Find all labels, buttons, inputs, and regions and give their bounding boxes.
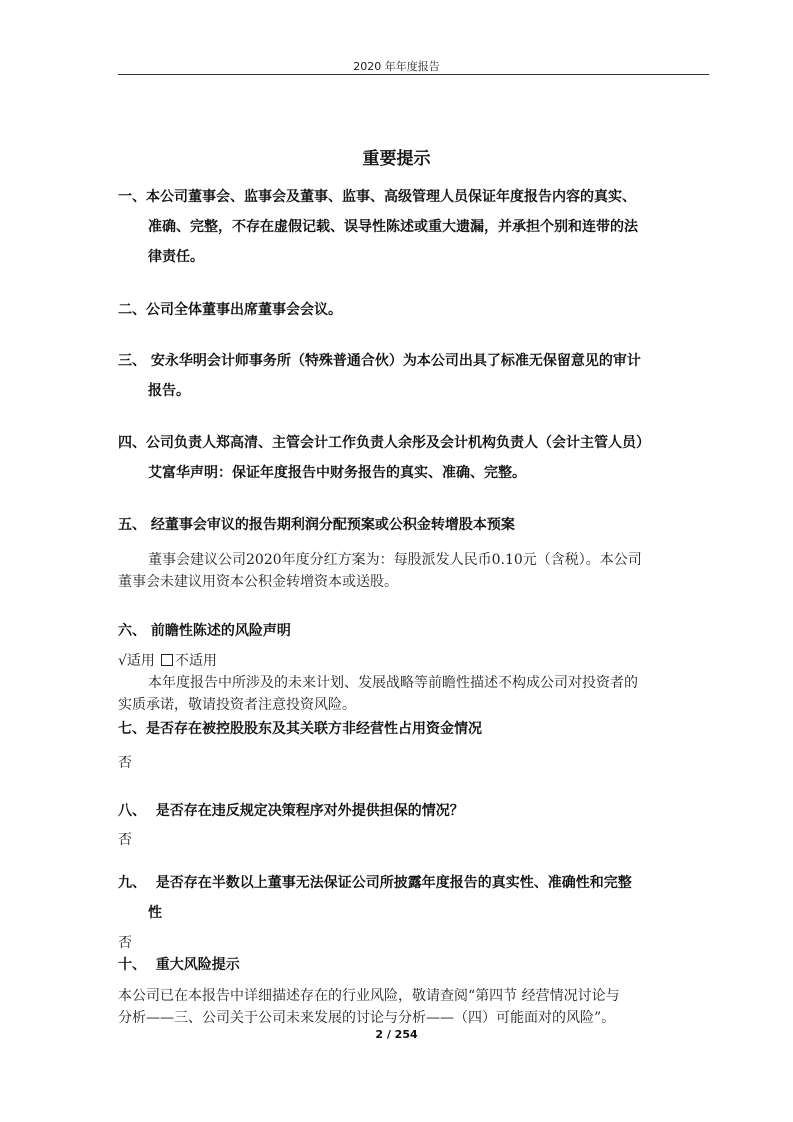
notice-item-2 xyxy=(118,295,714,325)
item-text: 重大风险提示 xyxy=(146,957,240,973)
item-8-answer: 否 xyxy=(118,832,132,848)
running-header: 2020 年年度报告 xyxy=(353,60,440,73)
body-text: 分析——三、公司关于公司未来发展的讨论与分析——（四）可能面对的风险”。 xyxy=(118,1010,616,1026)
item-number: 七、 xyxy=(118,721,146,737)
item-text: 是否存在被控股股东及其关联方非经营性占用资金情况 xyxy=(146,721,482,737)
item-text: 是否存在半数以上董事无法保证公司所披露年度报告的真实性、准确性和完整 xyxy=(146,875,632,891)
notice-item-4 xyxy=(118,428,714,488)
item-number: 八、 xyxy=(118,803,146,819)
item-text: 公司全体董事出席董事会会议。 xyxy=(146,302,342,318)
item-number: 三、 xyxy=(118,353,146,369)
notice-item-3 xyxy=(118,346,714,406)
item-text: 本公司董事会、监事会及董事、监事、高级管理人员保证年度报告内容的真实、 xyxy=(146,189,636,205)
notice-item-9 xyxy=(118,868,714,928)
body-text: 本年度报告中所涉及的未来计划、发展战略等前瞻性描述不构成公司对投资者的 xyxy=(148,675,638,691)
notice-item-7 xyxy=(118,714,714,744)
item-number: 九、 xyxy=(118,875,146,891)
notice-item-8 xyxy=(118,796,714,826)
page-title: 重要提示 xyxy=(362,149,431,169)
item-number: 十、 xyxy=(118,957,146,973)
item-text: 性 xyxy=(148,905,162,921)
body-text: 实质承诺，敬请投资者注意投资风险。 xyxy=(118,697,356,713)
item-number: 二、 xyxy=(118,302,146,318)
notice-item-10 xyxy=(118,950,714,980)
item-number: 六、 xyxy=(118,623,146,639)
item-text: 律责任。 xyxy=(148,249,204,265)
item-number: 五、 xyxy=(118,517,146,533)
checkbox-icon xyxy=(161,654,173,666)
header-divider xyxy=(118,74,709,75)
body-text: 本公司已在本报告中详细描述存在的行业风险，敬请查阅“第四节 经营情况讨论与 xyxy=(118,988,620,1004)
item-text: 经董事会审议的报告期利润分配预案或公积金转增股本预案 xyxy=(146,517,515,533)
item-5-body xyxy=(118,549,710,593)
applicability-options xyxy=(118,650,710,672)
item-text: 艾富华声明：保证年度报告中财务报告的真实、准确、完整。 xyxy=(148,465,526,481)
notice-item-6 xyxy=(118,616,714,646)
notice-item-1 xyxy=(118,182,714,272)
page-number: 2 / 254 xyxy=(375,1028,418,1041)
item-number: 一、 xyxy=(118,189,146,205)
body-text: 董事会建议公司2020年度分红方案为：每股派发人民币0.10元（含税）。本公司 xyxy=(148,552,642,568)
item-7-answer: 否 xyxy=(118,755,132,771)
item-10-body xyxy=(118,985,710,1029)
item-text: 前瞻性陈述的风险声明 xyxy=(146,623,291,639)
item-text: 是否存在违反规定决策程序对外提供担保的情况？ xyxy=(146,803,464,819)
body-text: 董事会未建议用资本公积金转增资本或送股。 xyxy=(118,574,398,590)
item-6-body xyxy=(118,650,710,716)
item-text: 报告。 xyxy=(148,383,190,399)
item-text: 公司负责人郑高清、主管会计工作负责人余彤及会计机构负责人（会计主管人员） xyxy=(146,435,650,451)
item-text: 安永华明会计师事务所（特殊普通合伙）为本公司出具了标准无保留意见的审计 xyxy=(146,353,641,369)
notice-item-5 xyxy=(118,510,714,540)
item-9-answer: 否 xyxy=(118,935,132,951)
applicable-option: √适用 xyxy=(118,653,155,669)
item-number: 四、 xyxy=(118,435,146,451)
item-text: 准确、完整，不存在虚假记载、误导性陈述或重大遗漏，并承担个别和连带的法 xyxy=(148,219,638,235)
not-applicable-option: 不适用 xyxy=(174,653,217,669)
